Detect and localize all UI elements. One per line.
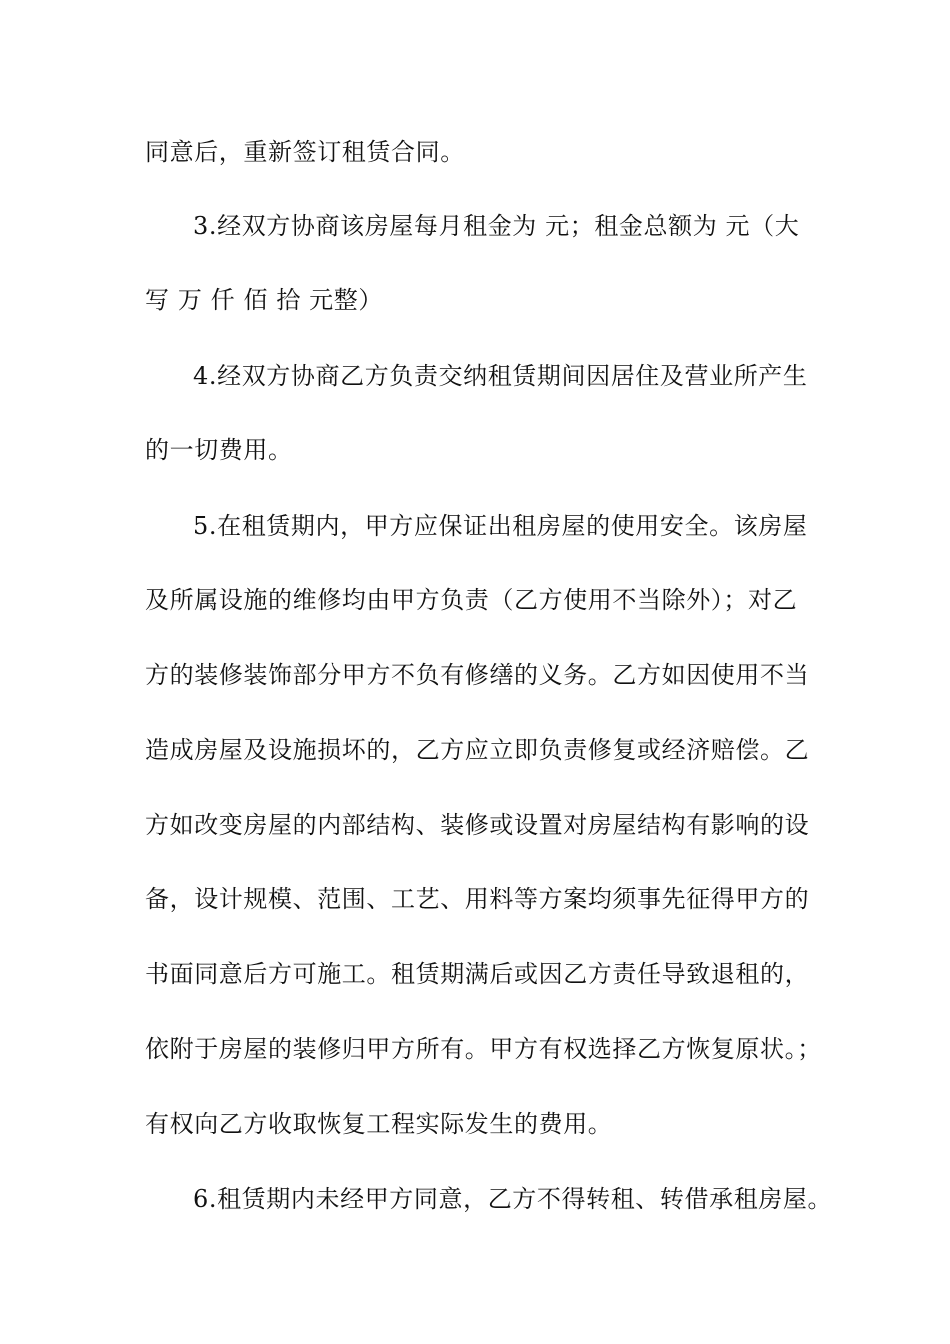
text-line: 书面同意后方可施工。租赁期满后或因乙方责任导致退租的， [145,960,810,988]
paragraph-5-line: 5.在租赁期内，甲方应保证出租房屋的使用安全。该房屋 [193,512,808,540]
text-line: 写 万 仟 佰 拾 元整） [145,286,383,314]
text-line: 有权向乙方收取恢复工程实际发生的费用。 [145,1110,613,1138]
text-line: 及所属设施的维修均由甲方负责（乙方使用不当除外）；对乙 [145,586,798,614]
text-line: 造成房屋及设施损坏的，乙方应立即负责修复或经济赔偿。乙 [145,736,810,764]
paragraph-3-line: 3.经双方协商该房屋每月租金为 元；租金总额为 元（大 [193,212,800,240]
text-line: 方的装修装饰部分甲方不负有修缮的义务。乙方如因使用不当 [145,661,810,689]
text-line: 依附于房屋的装修归甲方所有。甲方有权选择乙方恢复原状。； [145,1035,822,1063]
text-line: 备，设计规模、范围、工艺、用料等方案均须事先征得甲方的 [145,885,810,913]
text-line: 方如改变房屋的内部结构、装修或设置对房屋结构有影响的设 [145,811,810,839]
paragraph-4-line: 4.经双方协商乙方负责交纳租赁期间因居住及营业所产生 [193,362,808,390]
text-line: 同意后，重新签订租赁合同。 [145,138,465,166]
paragraph-6-line: 6.租赁期内未经甲方同意，乙方不得转租、转借承租房屋。 [193,1185,833,1213]
text-line: 的一切费用。 [145,436,293,464]
